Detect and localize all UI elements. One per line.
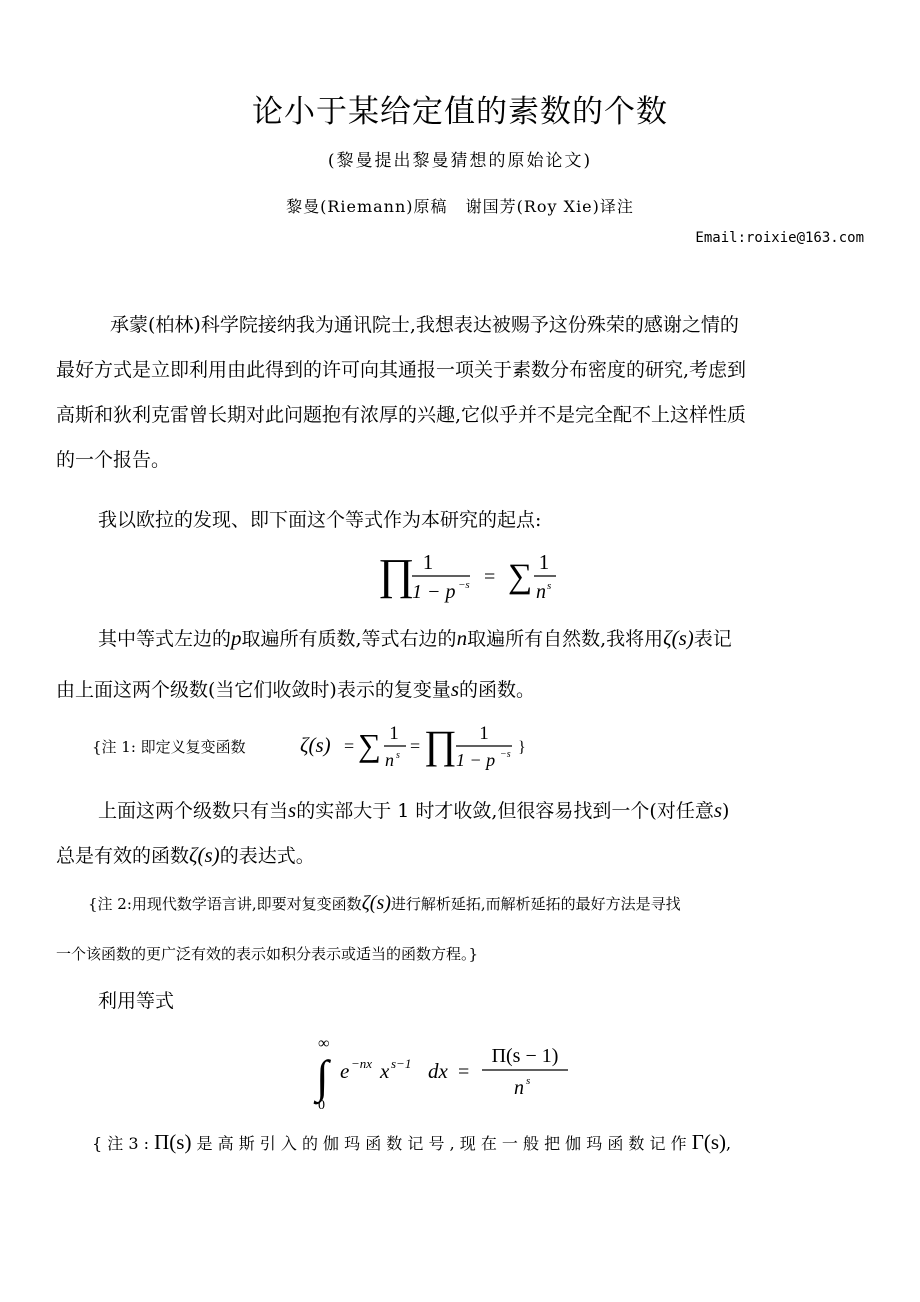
- svg-text:dx: dx: [428, 1059, 448, 1083]
- svg-text:=: =: [410, 736, 421, 756]
- p4-line-1: 上面这两个级数只有当s的实部大于 1 时才收敛,但很容易找到一个(对任意s): [98, 798, 730, 822]
- p1-line-2: 最好方式是立即利用由此得到的许可向其通报一项关于素数分布密度的研究,考虑到: [56, 359, 747, 381]
- sum-symbol: ∑: [358, 727, 381, 763]
- fraction1-numerator: 1: [422, 550, 434, 574]
- svg-text:}: }: [518, 739, 526, 756]
- svg-text:1: 1: [389, 723, 399, 744]
- p3-line-2: 由上面这两个级数(当它们收敛时)表示的复变量s的函数。: [56, 677, 536, 701]
- svg-text:=: =: [458, 1061, 470, 1083]
- svg-text:−s: −s: [500, 749, 511, 760]
- p1-line-4: 的一个报告。: [56, 449, 171, 471]
- svg-text:1: 1: [479, 723, 489, 744]
- zeta-symbol: ζ(s): [300, 733, 331, 757]
- svg-text:−nx: −nx: [351, 1056, 373, 1071]
- subtitle: (黎曼提出黎曼猜想的原始论文): [327, 151, 593, 171]
- svg-text:s−1: s−1: [391, 1056, 412, 1071]
- product-symbol: ∏: [424, 722, 457, 767]
- fraction2-exponent: s: [547, 580, 552, 592]
- equals-sign: =: [484, 566, 496, 588]
- original-author: 黎曼(Riemann)原稿: [286, 197, 448, 216]
- note-1-label: {注 1: 即定义复变函数: [92, 738, 246, 756]
- p4-line-2: 总是有效的函数ζ(s)的表达式。: [56, 843, 315, 867]
- fraction2-denominator: n: [536, 581, 546, 603]
- fraction1-denominator: 1 − p: [412, 581, 456, 603]
- fraction2-numerator: 1: [538, 550, 550, 574]
- p1-line-3: 高斯和狄利克雷曾长期对此问题抱有浓厚的兴趣,它似乎并不是完全配不上这样性质: [56, 404, 747, 426]
- note-2-line-2: 一个该函数的更广泛有效的表示如积分表示或适当的函数方程。}: [56, 945, 479, 963]
- integral-numerator: Π(s − 1): [491, 1045, 559, 1067]
- p1-line-1: 承蒙(柏林)科学院接纳我为通讯院士,我想表达被赐予这份殊荣的感谢之情的: [110, 314, 739, 336]
- euler-product-formula: [370, 545, 570, 607]
- integral-sign: ∫: [316, 1051, 329, 1102]
- zeta-definition-formula: [298, 716, 530, 774]
- email-address: Email:roixie@163.com: [695, 230, 864, 246]
- svg-text:s: s: [526, 1075, 531, 1087]
- integral-formula: [310, 1032, 580, 1112]
- svg-text:n: n: [385, 750, 394, 770]
- lower-limit: 0: [318, 1098, 325, 1112]
- translator: 谢国芳(Roy Xie)译注: [465, 197, 634, 216]
- sum-symbol: ∑: [508, 558, 533, 595]
- integral-denominator: n: [514, 1077, 524, 1099]
- note-2-line-1: {注 2:用现代数学语言讲,即要对复变函数ζ(s)进行解析延拓,而解析延拓的最好方法是寻找: [88, 892, 681, 914]
- svg-text:e: e: [340, 1059, 350, 1083]
- p2-line: 我以欧拉的发现、即下面这个等式作为本研究的起点:: [98, 509, 542, 531]
- page-title: 论小于某给定值的素数的个数: [252, 94, 668, 130]
- svg-text:x: x: [380, 1059, 390, 1083]
- authors-line: [0, 194, 920, 217]
- p5-line: 利用等式: [98, 990, 175, 1012]
- note-3-line: { 注 3 : Π(s) 是 高 斯 引 入 的 伽 玛 函 数 记 号 , 现 在 一 般 把 伽 玛 函 数 记 作 Γ(s),: [92, 1130, 732, 1154]
- p3-line-1: 其中等式左边的p取遍所有质数,等式右边的n取遍所有自然数,我将用ζ(s)表记: [98, 626, 732, 650]
- fraction1-exponent: −s: [458, 579, 470, 591]
- product-symbol: ∏: [378, 550, 415, 599]
- svg-text:1 − p: 1 − p: [456, 750, 496, 770]
- svg-text:s: s: [396, 750, 400, 761]
- upper-limit: ∞: [318, 1035, 330, 1052]
- svg-text:=: =: [344, 736, 355, 756]
